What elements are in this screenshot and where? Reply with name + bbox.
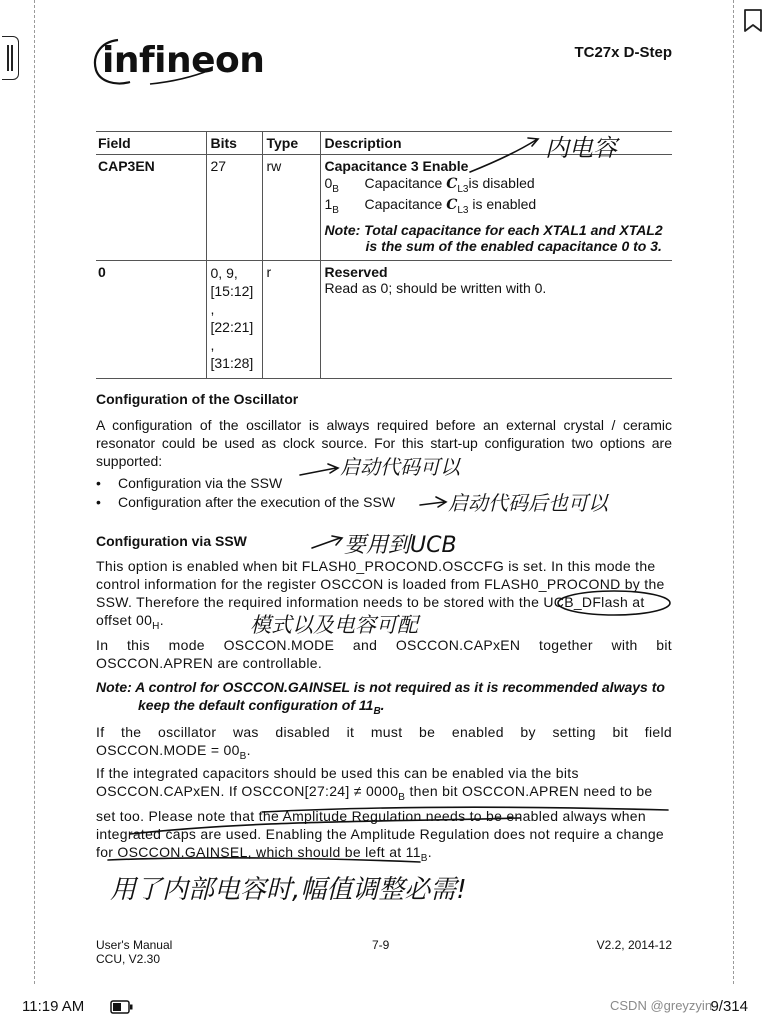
description-title: Capacitance 3 Enable bbox=[324, 158, 469, 174]
footer-left: User's Manual CCU, V2.30 bbox=[96, 938, 173, 966]
paragraph: This option is enabled when bit FLASH0_PROCOND.OSCCFG is set. In this mode the control information for the register OSCCON is loaded from FLASH0_PROCOND by the SSW. Therefore the required information needs to be stored with the UCB_DFlash at offset $00_H$. bbox=[96, 558, 665, 632]
battery-icon bbox=[110, 1000, 134, 1014]
strike-line bbox=[130, 818, 520, 834]
document-title: TC27x D-Step bbox=[574, 44, 672, 61]
circle-ucb-dflash bbox=[558, 591, 670, 615]
note-bullet1: 启动代码可以 bbox=[340, 455, 460, 479]
paragraph: If the oscillator was disabled it must be enabled by setting bit field OSCCON.MODE = $00_B$. bbox=[96, 724, 672, 762]
watermark: CSDN @greyzyin bbox=[610, 998, 713, 1013]
table-note: Note: Total capacitance for each XTAL1 and XTAL2 is the sum of the enabled capacitance 0 to 3. bbox=[324, 221, 663, 254]
section-heading-ssw: Configuration via SSW bbox=[96, 533, 247, 549]
description-title: Reserved bbox=[324, 263, 388, 280]
arrow-stroke bbox=[420, 497, 446, 507]
underline bbox=[262, 807, 668, 812]
paragraph: A configuration of the oscillator is always required before an external crystal / ceramic resonator could be used as clock source. For this start-up configuration two options are supported: bbox=[96, 417, 672, 469]
arrow-stroke bbox=[470, 140, 536, 172]
type-cell: r bbox=[262, 260, 320, 378]
field-cell: 0 bbox=[96, 260, 206, 378]
paragraph: In this mode OSCCON.MODE and OSCCON.CAPxEN together with bit OSCCON.APREN are controllable. bbox=[96, 637, 672, 671]
footer-version: V2.2, 2014-12 bbox=[596, 938, 672, 952]
col-header-description: Description bbox=[320, 132, 672, 155]
arrow-stroke bbox=[300, 464, 338, 475]
bits-cell: 27 bbox=[206, 155, 262, 261]
list-item: • Configuration via the SSW bbox=[96, 475, 283, 491]
description-text: Read as 0; should be written with 0. bbox=[324, 279, 547, 296]
field-cell: CAP3EN bbox=[96, 155, 206, 261]
col-header-type: Type bbox=[262, 132, 320, 155]
arrow-stroke bbox=[312, 536, 342, 548]
underline bbox=[108, 858, 420, 862]
paragraph: If the integrated capacitors should be used this can be enabled via the bits OSCCON.CAPxEN. If OSCCON[27:24] ≠ $0000_B$ then bit OSCCON.APREN need to be set too. Please note that the Amplitude Regulation needs to be enabled always when integrated caps are used. Enabling the Amplitude Regulation does not require a change for OSCCON.GAINSEL, which should be left at $11_B$. bbox=[96, 765, 664, 864]
value-line-0: $0_B$ Capacitance $C_{L3}is$ disabled bbox=[324, 175, 535, 195]
note-mode: 模式以及电容可配 bbox=[250, 613, 418, 637]
list-item: • Configuration after the execution of the SSW bbox=[96, 494, 396, 510]
note-top: 内电容 bbox=[545, 134, 617, 162]
logo-text: infineon bbox=[102, 40, 265, 81]
col-header-bits: Bits bbox=[206, 132, 262, 155]
note-bottom: 用了内部电容时,幅值调整必需! bbox=[110, 875, 467, 905]
footer-page-number: 7-9 bbox=[372, 938, 390, 952]
status-time: 11:19 AM bbox=[22, 998, 85, 1015]
note: Note: A control for OSCCON.GAINSEL is not required as it is recommended always to keep the default configuration of $11_B$. bbox=[96, 679, 665, 717]
note-ssw: 要用到UCB bbox=[344, 533, 457, 558]
section-heading-oscillator: Configuration of the Oscillator bbox=[96, 391, 299, 407]
note-bullet2: 启动代码后也可以 bbox=[448, 491, 608, 515]
bits-cell: 0, 9, [15:12] , [22:21] , [31:28] bbox=[206, 260, 262, 378]
type-cell: rw bbox=[262, 155, 320, 261]
value-line-1: $1_B$ Capacitance $C_{L3}$ is enabled bbox=[324, 195, 537, 216]
col-header-field: Field bbox=[96, 132, 206, 155]
page-counter[interactable]: 9/314 bbox=[710, 998, 748, 1015]
